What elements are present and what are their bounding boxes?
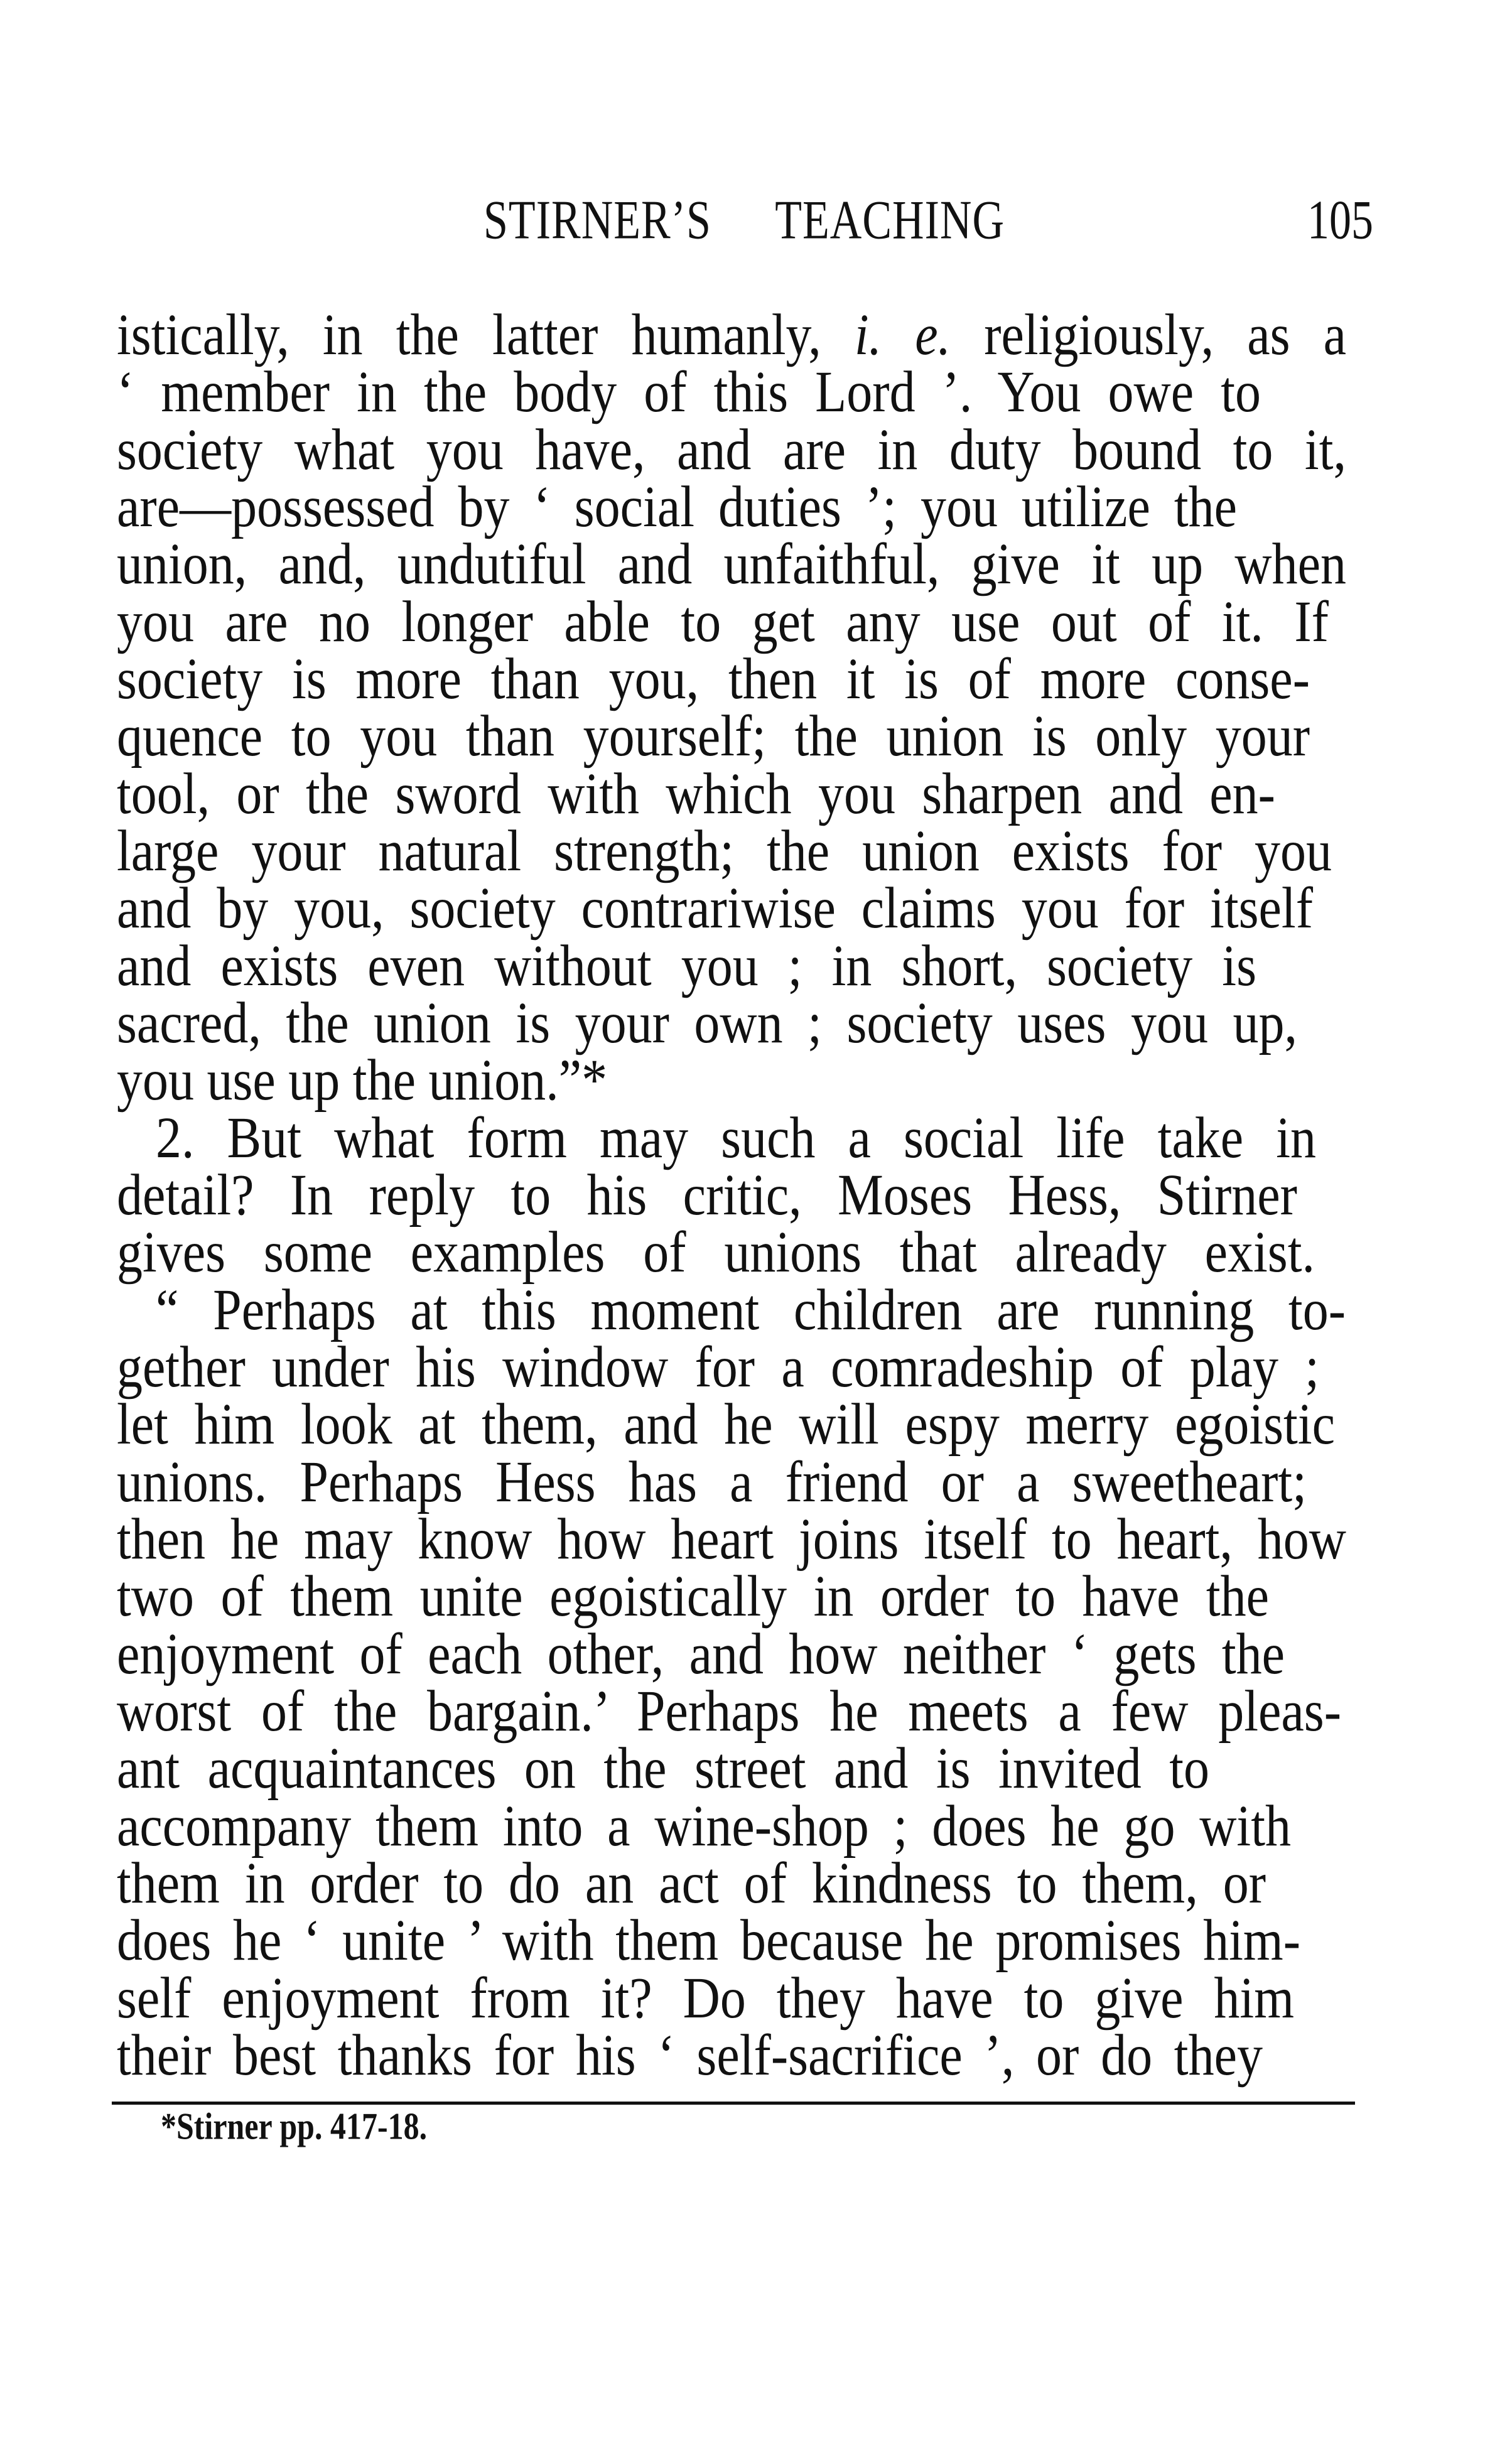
text-line: society what you have, and are in duty bound to it, — [117, 416, 1346, 482]
text-line: two of them unite egoistically in order to have the — [117, 1563, 1269, 1629]
text-segment: religiously, as a — [951, 301, 1346, 367]
italic-abbreviation: i. e. — [854, 301, 951, 367]
text-line: accompany them into a wine-shop ; does he go with — [117, 1793, 1291, 1859]
text-line: their best thanks for his ‘ self-sacrifice ’, or do they — [117, 2022, 1263, 2088]
text-line: enjoyment of each other, and how neither ‘ gets the — [117, 1621, 1285, 1687]
text-line: ‘ member in the body of this Lord ’. You owe to — [117, 359, 1261, 424]
footnote: *Stirner pp. 417-18. — [161, 2105, 428, 2147]
text-line: let him look at them, and he will espy merry egoistic — [117, 1391, 1335, 1457]
text-line: tool, or the sword with which you sharpen and en- — [117, 760, 1275, 826]
text-line: union, and, undutiful and unfaithful, give it up when — [117, 531, 1346, 596]
text-line — [117, 302, 1346, 367]
text-line: society is more than you, then it is of more conse- — [117, 645, 1310, 711]
text-line: quence to you than yourself; the union is only your — [117, 703, 1310, 769]
text-line: sacred, the union is your own ; society uses you up, — [117, 990, 1297, 1055]
text-line: ant acquaintances on the street and is invited to — [117, 1735, 1209, 1801]
paragraph-start-line: 2. But what form may such a social life take in — [156, 1104, 1316, 1170]
text-line: them in order to do an act of kindness to them, or — [117, 1850, 1266, 1916]
text-line: unions. Perhaps Hess has a friend or a sweetheart; — [117, 1449, 1307, 1514]
text-line: self enjoyment from it? Do they have to give him — [117, 1965, 1294, 2031]
text-line: are—possessed by ‘ social duties ’; you utilize the — [117, 473, 1237, 539]
text-line: worst of the bargain.’ Perhaps he meets a few pleas- — [117, 1678, 1341, 1744]
text-line: you are no longer able to get any use out of it. If — [117, 588, 1329, 654]
text-line: detail? In reply to his critic, Moses Hess, Stirner — [117, 1162, 1297, 1228]
text-line: and by you, society contrariwise claims you for itself — [117, 875, 1313, 941]
text-line: and exists even without you ; in short, society is — [117, 932, 1256, 998]
text-line: large your natural strength; the union exists for you — [117, 818, 1332, 883]
quote-start-line: “ Perhaps at this moment children are running to- — [156, 1276, 1346, 1342]
text-segment: istically, in the latter humanly, — [117, 301, 855, 367]
text-line: gives some examples of unions that already exist. — [117, 1219, 1315, 1285]
text-line: you use up the union.”* — [117, 1047, 608, 1113]
body-text — [117, 301, 1346, 2088]
running-title: STIRNER’S TEACHING — [483, 190, 1005, 251]
text-line: gether under his window for a comradeship of play ; — [117, 1334, 1319, 1400]
page-number: 105 — [1307, 190, 1373, 251]
text-line: does he ‘ unite ’ with them because he promises him- — [117, 1908, 1300, 1973]
text-line: then he may know how heart joins itself to heart, how — [117, 1506, 1346, 1572]
